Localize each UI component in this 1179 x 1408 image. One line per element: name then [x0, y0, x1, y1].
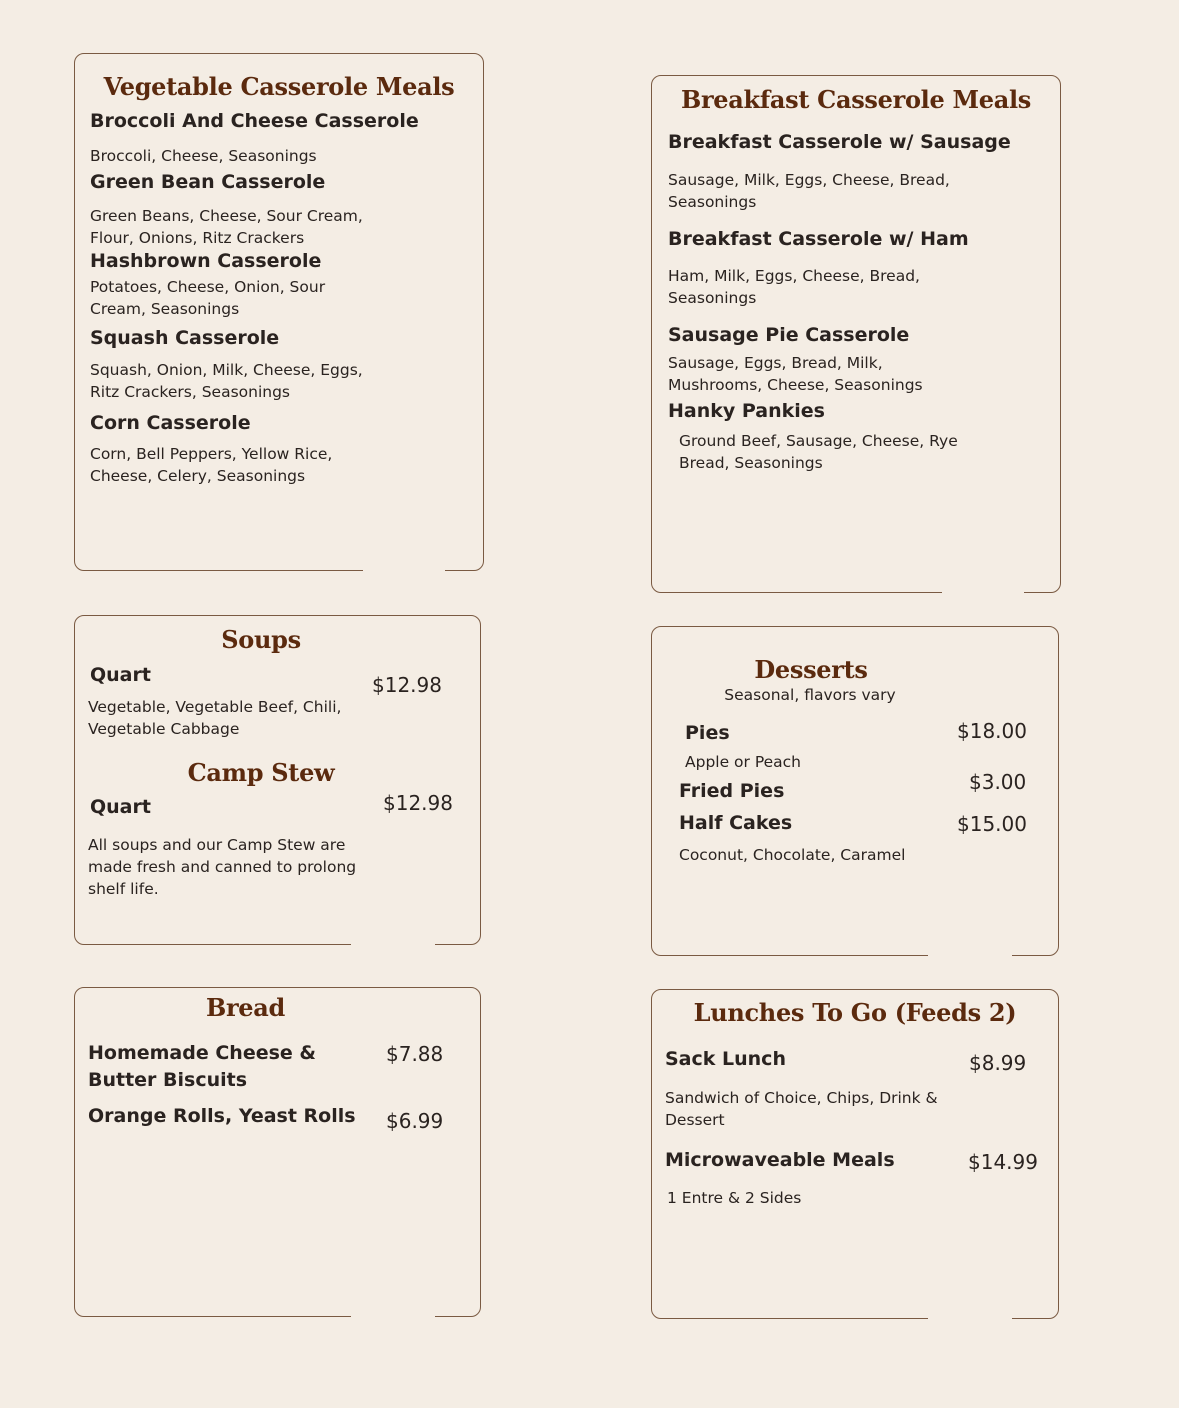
menu-item-desc: Sausage, Eggs, Bread, Milk, Mushrooms, Cheese, Seasonings	[668, 354, 923, 394]
vegetable-casserole-title: Vegetable Casserole Meals	[103, 72, 455, 101]
lunch-item-name: Sack Lunch	[665, 1048, 786, 1070]
menu-item-desc: Ham, Milk, Eggs, Cheese, Bread, Seasonings	[668, 267, 920, 307]
camp-stew-title: Camp Stew	[187, 758, 335, 787]
menu-item-name: Green Bean Casserole	[90, 171, 326, 193]
dessert-item-price: $15.00	[957, 812, 1027, 836]
desserts-subtitle: Seasonal, flavors vary	[724, 686, 896, 704]
menu-item-name: Sausage Pie Casserole	[668, 324, 910, 346]
stew-quart-price: $12.98	[383, 791, 453, 815]
desserts-title: Desserts	[754, 655, 868, 684]
lunch-item-name: Microwaveable Meals	[665, 1149, 895, 1171]
soups-quart-desc: Vegetable, Vegetable Beef, Chili, Vegetable Cabbage	[88, 698, 342, 738]
menu-item-name: Corn Casserole	[90, 412, 251, 434]
soups-quart-label: Quart	[90, 664, 151, 686]
lunch-item-desc: Sandwich of Choice, Chips, Drink & Dessert	[665, 1089, 938, 1129]
bread-item-name: Homemade Cheese & Butter Biscuits	[88, 1042, 316, 1091]
bread-title: Bread	[205, 993, 286, 1022]
menu-item-name: Broccoli And Cheese Casserole	[90, 110, 419, 132]
soups-quart-price: $12.98	[372, 673, 442, 697]
lunch-item-price: $8.99	[969, 1051, 1027, 1075]
bread-item-name: Orange Rolls, Yeast Rolls	[88, 1105, 356, 1127]
dessert-item-desc: Coconut, Chocolate, Caramel	[679, 846, 906, 864]
lunch-item-price: $14.99	[968, 1150, 1038, 1174]
dessert-item-name: Pies	[685, 722, 730, 744]
soups-note: All soups and our Camp Stew are made fresh and canned to prolong shelf life.	[88, 836, 357, 898]
bread-item-price: $7.88	[386, 1042, 444, 1066]
menu-item-desc: Potatoes, Cheese, Onion, Sour Cream, Seasonings	[90, 278, 326, 318]
menu-item-desc: Corn, Bell Peppers, Yellow Rice, Cheese, Celery, Seasonings	[90, 445, 333, 485]
dessert-item-name: Half Cakes	[679, 812, 793, 834]
menu-item-desc: Broccoli, Cheese, Seasonings	[90, 147, 317, 165]
menu-item-name: Breakfast Casserole w/ Sausage	[668, 131, 1011, 153]
dessert-item-name: Fried Pies	[679, 780, 785, 802]
breakfast-casserole-title: Breakfast Casserole Meals	[680, 85, 1032, 114]
menu-item-name: Squash Casserole	[90, 327, 280, 349]
dessert-item-price: $3.00	[969, 770, 1027, 794]
dessert-item-price: $18.00	[957, 719, 1027, 743]
menu-item-desc: Squash, Onion, Milk, Cheese, Eggs, Ritz Crackers, Seasonings	[90, 361, 363, 401]
lunch-item-desc: 1 Entre & 2 Sides	[667, 1189, 802, 1207]
menu-item-name: Breakfast Casserole w/ Ham	[668, 228, 969, 250]
stew-quart-label: Quart	[90, 796, 151, 818]
menu-item-name: Hashbrown Casserole	[90, 250, 322, 272]
menu-item-name: Hanky Pankies	[668, 400, 825, 422]
menu-item-desc: Green Beans, Cheese, Sour Cream, Flour, Onions, Ritz Crackers	[90, 207, 363, 247]
menu-item-desc: Sausage, Milk, Eggs, Cheese, Bread, Seasonings	[668, 171, 950, 211]
dessert-item-desc: Apple or Peach	[685, 753, 802, 771]
lunches-title: Lunches To Go (Feeds 2)	[693, 998, 1017, 1027]
bread-card	[74, 987, 481, 1317]
soups-title: Soups	[221, 625, 301, 654]
bread-item-price: $6.99	[386, 1109, 444, 1133]
menu-item-desc: Ground Beef, Sausage, Cheese, Rye Bread, Seasonings	[679, 432, 958, 472]
